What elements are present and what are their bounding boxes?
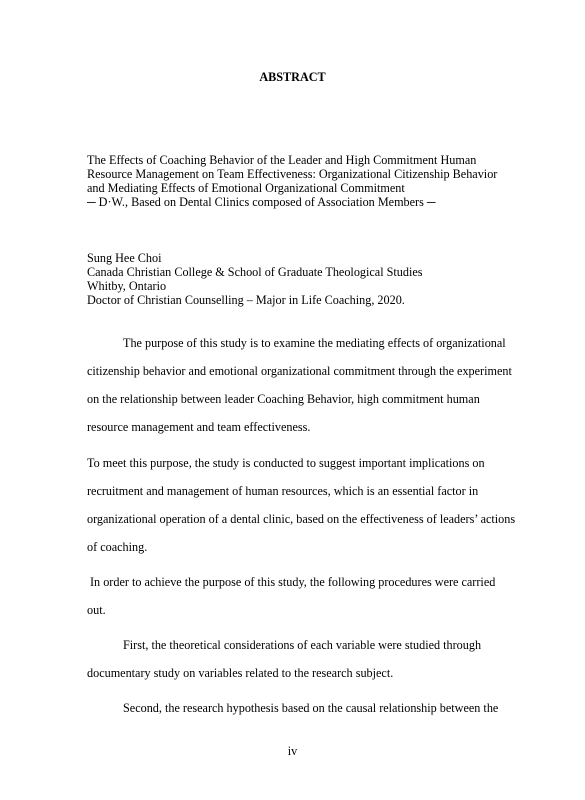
- body-line: organizational operation of a dental clinic, based on the effectiveness of leaders’ actions: [87, 512, 516, 526]
- degree: Doctor of Christian Counselling – Major in Life Coaching, 2020.: [87, 293, 405, 307]
- location: Whitby, Ontario: [87, 279, 167, 293]
- title-line: ─ D·W., Based on Dental Clinics composed of Association Members ─: [87, 195, 436, 209]
- body-line: In order to achieve the purpose of this study, the following procedures were carried: [90, 575, 496, 589]
- body-line: citizenship behavior and emotional organizational commitment through the experiment: [87, 364, 512, 378]
- body-line: Second, the research hypothesis based on the causal relationship between the: [123, 701, 499, 715]
- body-line: of coaching.: [87, 540, 148, 554]
- title-line: Resource Management on Team Effectiveness: Organizational Citizenship Behavior: [87, 167, 498, 181]
- institution: Canada Christian College & School of Graduate Theological Studies: [87, 265, 423, 279]
- title-line: and Mediating Effects of Emotional Organizational Commitment: [87, 181, 405, 195]
- author-name: Sung Hee Choi: [87, 251, 162, 265]
- abstract-heading: ABSTRACT: [259, 70, 326, 84]
- page-number: iv: [287, 744, 298, 758]
- body-line: First, the theoretical considerations of each variable were studied through: [123, 638, 482, 652]
- body-line: resource management and team effectiveness.: [87, 420, 311, 434]
- body-line: on the relationship between leader Coaching Behavior, high commitment human: [87, 392, 480, 406]
- body-line: out.: [87, 603, 106, 617]
- body-line: The purpose of this study is to examine the mediating effects of organizational: [123, 336, 506, 350]
- title-line: The Effects of Coaching Behavior of the Leader and High Commitment Human: [87, 153, 477, 167]
- body-line: recruitment and management of human resources, which is an essential factor in: [87, 484, 479, 498]
- body-line: To meet this purpose, the study is conducted to suggest important implications on: [87, 456, 485, 470]
- body-line: documentary study on variables related to the research subject.: [87, 666, 394, 680]
